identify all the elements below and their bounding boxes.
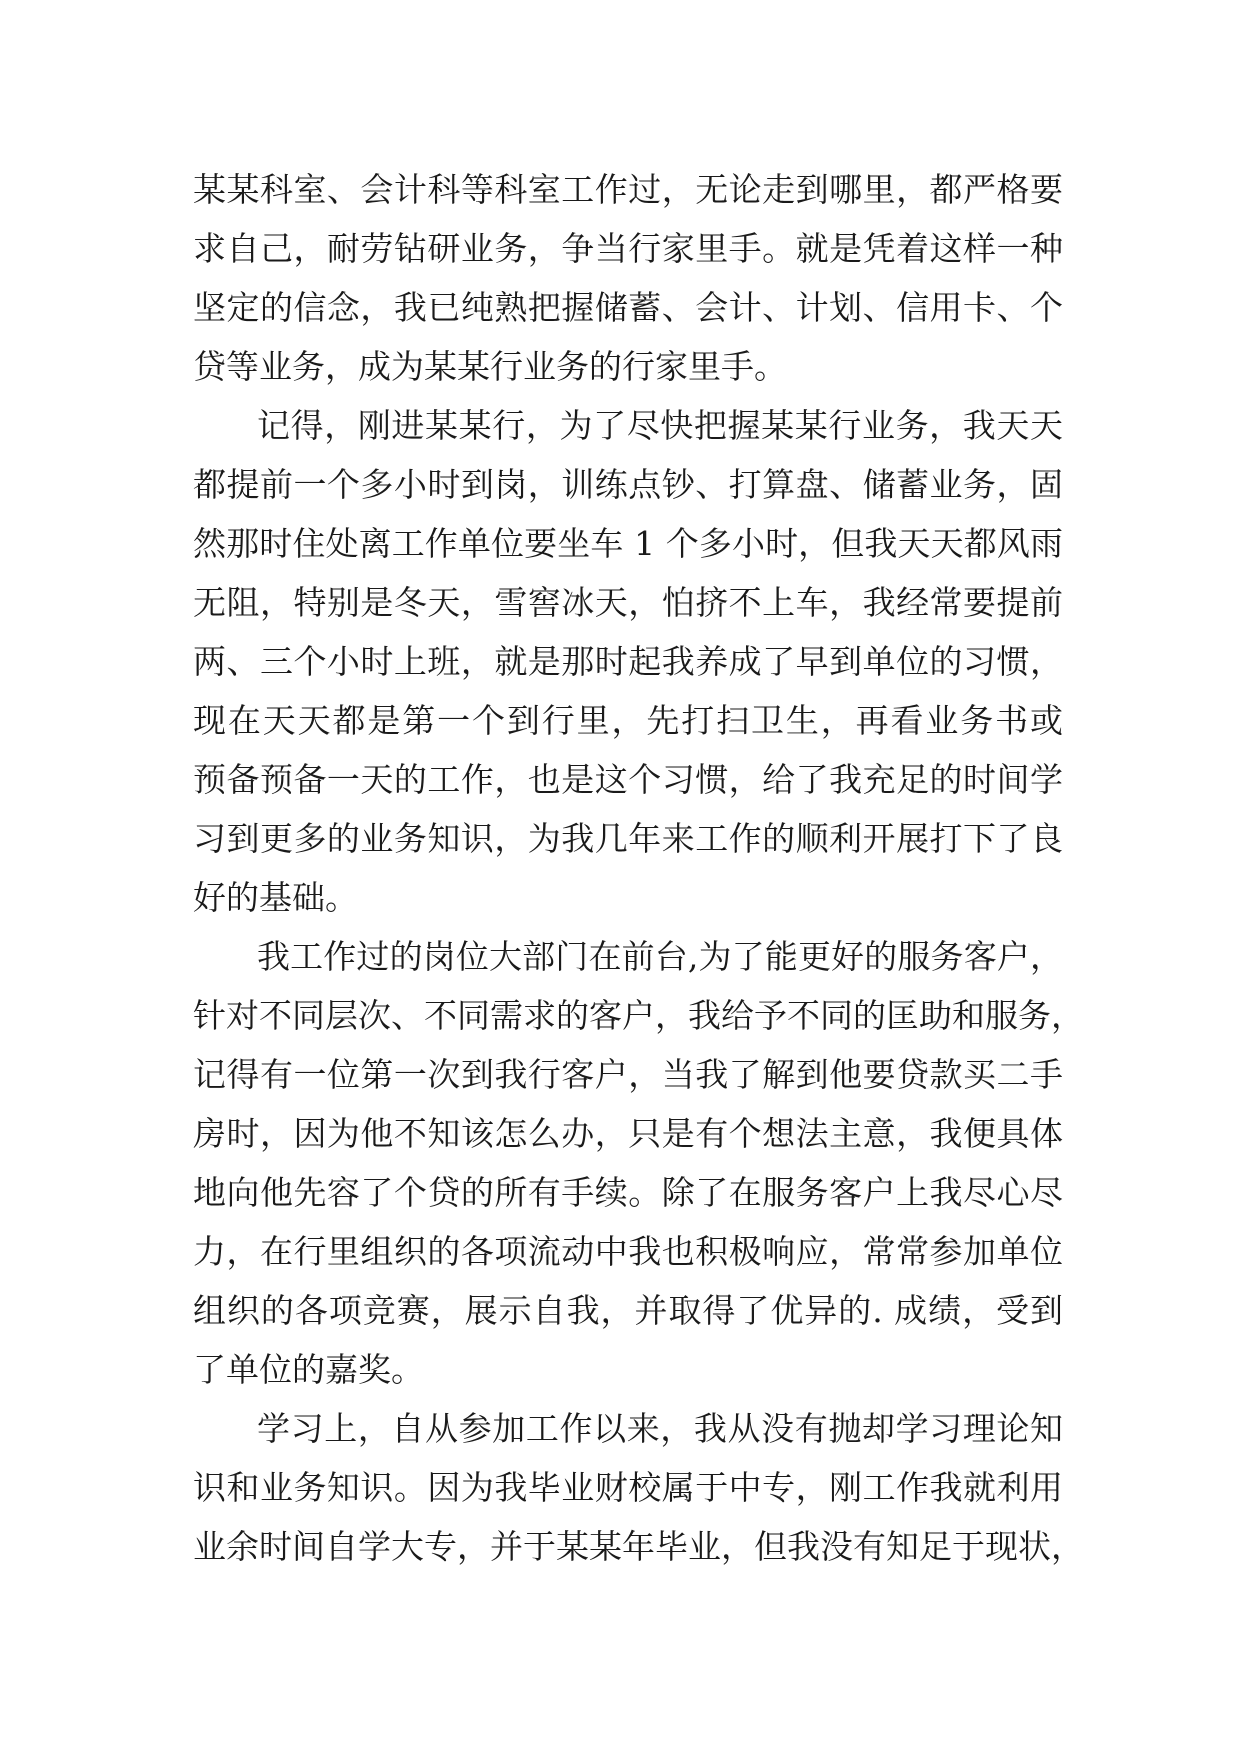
text-line: 预备预备一天的工作，也是这个习惯，给了我充足的时间学 bbox=[193, 760, 1063, 799]
text-line: 都提前一个多小时到岗，训练点钞、打算盘、储蓄业务，固 bbox=[193, 465, 1063, 504]
text-line: 力，在行里组织的各项流动中我也积极响应，常常参加单位 bbox=[193, 1232, 1063, 1271]
text-line: 针对不同层次、不同需求的客户，我给予不同的匡助和服务， bbox=[193, 996, 1084, 1035]
text-line: 记得有一位第一次到我行客户，当我了解到他要贷款买二手 bbox=[193, 1055, 1063, 1094]
text-line: 识和业务知识。因为我毕业财校属于中专，刚工作我就利用 bbox=[193, 1468, 1063, 1507]
text-line: 求自己，耐劳钻研业务，争当行家里手。就是凭着这样一种 bbox=[193, 229, 1063, 268]
paragraph-1 bbox=[193, 160, 1063, 396]
text-line: 记得，刚进某某行，为了尽快把握某某行业务，我天天 bbox=[257, 406, 1063, 445]
paragraph-4 bbox=[193, 1399, 1084, 1576]
text-line: 我工作过的岗位大部门在前台,为了能更好的服务客户， bbox=[257, 937, 1063, 976]
text-line: 习到更多的业务知识，为我几年来工作的顺利开展打下了良 bbox=[193, 819, 1063, 858]
text-line: 坚定的信念，我已纯熟把握储蓄、会计、计划、信用卡、个 bbox=[193, 288, 1063, 327]
text-line: 现在天天都是第一个到行里，先打扫卫生，再看业务书或 bbox=[193, 701, 1063, 740]
paragraph-2 bbox=[193, 396, 1063, 927]
text-line: 两、三个小时上班，就是那时起我养成了早到单位的习惯， bbox=[193, 642, 1063, 681]
document-body bbox=[193, 160, 1084, 1576]
text-line: 地向他先容了个贷的所有手续。除了在服务客户上我尽心尽 bbox=[193, 1173, 1063, 1212]
text-line: 房时，因为他不知该怎么办，只是有个想法主意，我便具体 bbox=[193, 1114, 1063, 1153]
paragraph-3 bbox=[193, 927, 1084, 1399]
text-line: 了单位的嘉奖。 bbox=[193, 1350, 424, 1389]
text-line: 学习上，自从参加工作以来，我从没有抛却学习理论知 bbox=[257, 1409, 1063, 1448]
text-line: 无阻，特别是冬天，雪窖冰天，怕挤不上车，我经常要提前 bbox=[193, 583, 1063, 622]
text-line: 好的基础。 bbox=[193, 878, 358, 917]
text-line: 某某科室、会计科等科室工作过，无论走到哪里，都严格要 bbox=[193, 170, 1063, 209]
text-line: 贷等业务，成为某某行业务的行家里手。 bbox=[193, 347, 787, 386]
text-line: 业余时间自学大专，并于某某年毕业，但我没有知足于现状， bbox=[193, 1527, 1084, 1566]
text-line: 组织的各项竞赛，展示自我，并取得了优异的. 成绩，受到 bbox=[193, 1291, 1063, 1330]
text-line: 然那时住处离工作单位要坐车 1 个多小时，但我天天都风雨 bbox=[193, 524, 1063, 563]
